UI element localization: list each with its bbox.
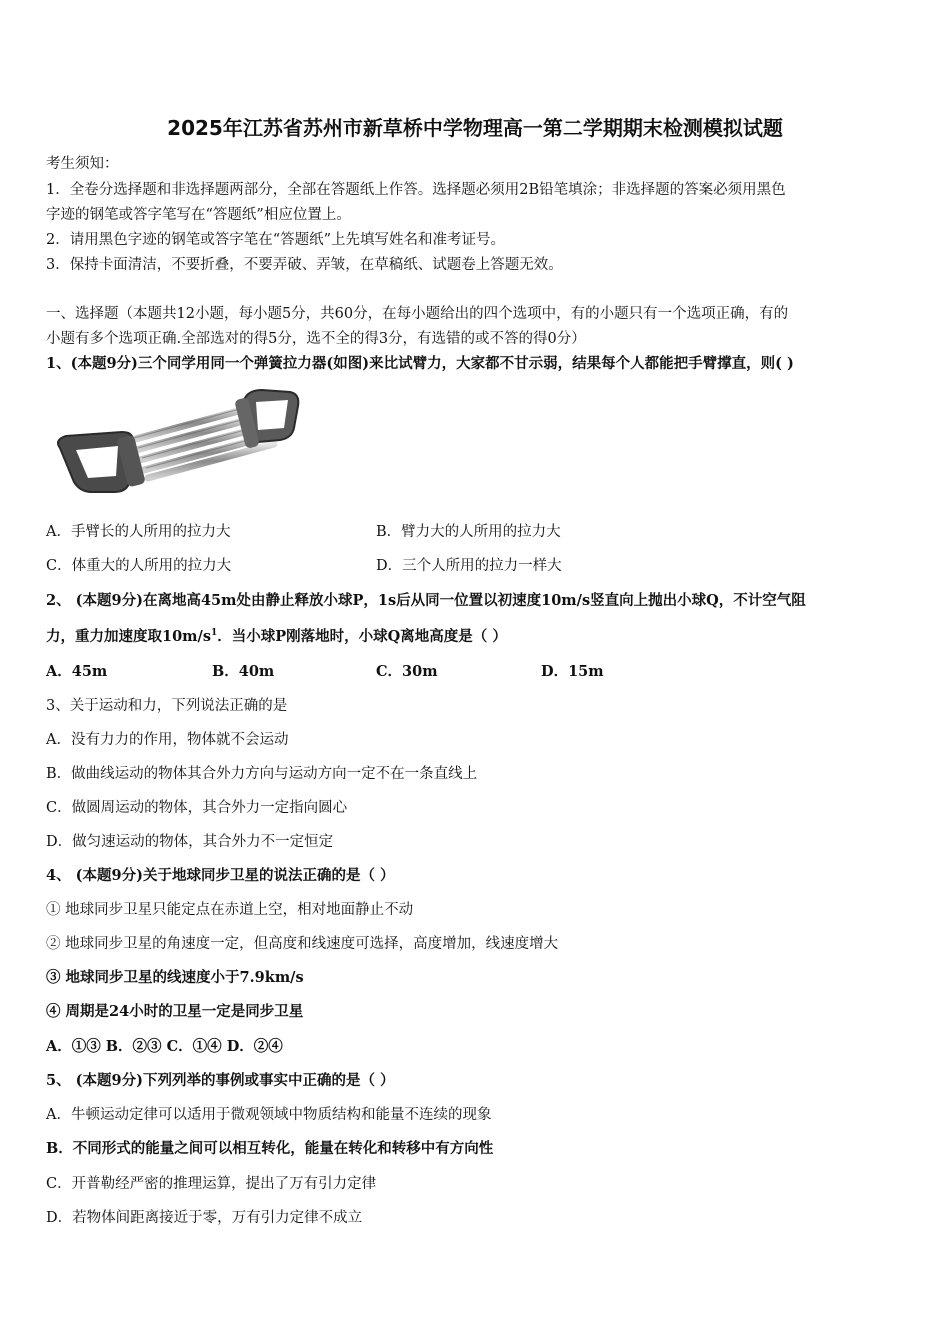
question-4-statement-3: ③ 地球同步卫星的线速度小于7.9km/s	[46, 969, 304, 986]
question-1-option-b: B．臂力大的人所用的拉力大	[376, 524, 561, 540]
question-4-statement-1: ① 地球同步卫星只能定点在赤道上空，相对地面静止不动	[46, 902, 414, 918]
question-5-option-a: A．牛顿运动定律可以适用于微观领域中物质结构和能量不连续的现象	[46, 1107, 492, 1123]
question-5-option-b: B．不同形式的能量之间可以相互转化，能量在转化和转移中有方向性	[46, 1140, 494, 1157]
spring-expander-image	[52, 388, 300, 500]
question-4-statement-2: ② 地球同步卫星的角速度一定，但高度和线速度可选择，高度增加，线速度增大	[46, 936, 559, 952]
section-heading-line-2: 小题有多个选项正确.全部选对的得5分，选不全的得3分，有选错的或不答的得0分）	[46, 331, 586, 347]
notice-heading: 考生须知：	[46, 156, 119, 172]
notice-item-2: 2．请用黑色字迹的钢笔或答字笔在“答题纸”上先填写姓名和准考证号。	[46, 232, 506, 248]
question-2-superscript: 1	[210, 628, 218, 639]
notice-item-3: 3．保持卡面清洁，不要折叠，不要弄破、弄皱，在草稿纸、试题卷上答题无效。	[46, 257, 563, 273]
question-1-stem: 1、(本题9分)三个同学用同一个弹簧拉力器(如图)来比试臂力，大家都不甘示弱，结果每个人都能把手臂撑直，则( )	[46, 355, 794, 372]
question-2-stem-line-1: 2、 (本题9分)在离地高45m处由静止释放小球P，1s后从同一位置以初速度10m/s竖直向上抛出小球Q，不计空气阻	[46, 592, 806, 609]
question-3-option-c: C．做圆周运动的物体，其合外力一定指向圆心	[46, 800, 348, 816]
section-heading-line-1: 一、选择题（本题共12小题，每小题5分，共60分，在每小题给出的四个选项中，有的小题只有一个选项正确，有的	[46, 306, 789, 322]
page-title: 2025年江苏省苏州市新草桥中学物理高一第二学期期末检测模拟试题	[167, 116, 783, 140]
question-5-stem: 5、 (本题9分)下列列举的事例或事实中正确的是（ ）	[46, 1072, 395, 1089]
question-2-text-a: 力，重力加速度取10m/s	[46, 628, 211, 645]
question-3-stem: 3、关于运动和力，下列说法正确的是	[46, 698, 288, 714]
question-1-option-c: C．体重大的人所用的拉力大	[46, 558, 232, 574]
question-5-option-d: D．若物体间距离接近于零，万有引力定律不成立	[46, 1210, 363, 1226]
question-2-option-b: B．40m	[212, 663, 275, 680]
question-1-option-d: D．三个人所用的拉力一样大	[376, 558, 562, 574]
question-4-stem: 4、 (本题9分)关于地球同步卫星的说法正确的是（ ）	[46, 867, 395, 884]
question-3-option-a: A．没有力力的作用，物体就不会运动	[46, 732, 289, 748]
question-2-text-b: ．当小球P刚落地时，小球Q离地高度是（ ）	[217, 628, 507, 645]
question-3-option-d: D．做匀速运动的物体，其合外力不一定恒定	[46, 834, 334, 850]
question-2-stem-line-2	[46, 625, 916, 646]
question-4-statement-4: ④ 周期是24小时的卫星一定是同步卫星	[46, 1003, 304, 1020]
question-4-options: A．①③ B．②③ C．①④ D．②④	[46, 1038, 283, 1055]
notice-item-1-cont: 字迹的钢笔或答字笔写在“答题纸”相应位置上。	[46, 207, 351, 223]
question-1-option-a: A．手臂长的人所用的拉力大	[46, 524, 231, 540]
question-2-option-d: D．15m	[541, 663, 604, 680]
question-3-option-b: B．做曲线运动的物体其合外力方向与运动方向一定不在一条直线上	[46, 766, 478, 782]
question-2-option-c: C．30m	[376, 663, 438, 680]
question-2-option-a: A．45m	[46, 663, 108, 680]
notice-item-1: 1．全卷分选择题和非选择题两部分，全部在答题纸上作答。选择题必须用2B铅笔填涂；非选择题的答案必须用黑色	[46, 182, 786, 198]
question-5-option-c: C．开普勒经严密的推理运算，提出了万有引力定律	[46, 1176, 377, 1192]
